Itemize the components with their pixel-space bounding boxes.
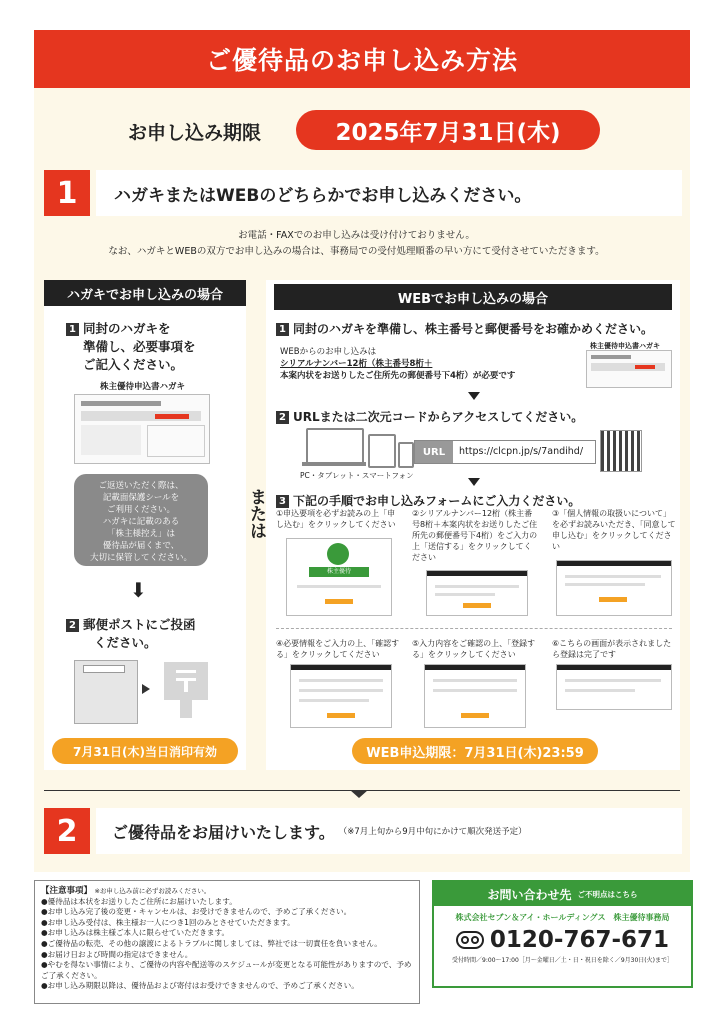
freedial-icon: [456, 931, 484, 949]
web-step1-detail: WEBからのお申し込みは シリアルナンバー12桁（株主番号8桁＋ 本案内状をお送りしたご住所先の郵便番号下4桁）が必要です: [280, 347, 516, 381]
contact-phone[interactable]: 0120-767-671: [489, 927, 670, 953]
deadline-date: 2025年7月31日(木): [296, 110, 600, 150]
down-arrow-small-icon: [468, 392, 480, 400]
down-arrow-icon: ⬇: [130, 578, 147, 602]
contact-org: 株式会社セブン＆アイ・ホールディングス 株主優待事務局: [455, 913, 670, 922]
section1-number: 1: [44, 170, 90, 216]
screen-mock-3: [556, 560, 672, 616]
substep-6: ⑥こちらの画面が表示されましたら登録は完了です: [552, 639, 672, 659]
web-card-label: 株主優待申込書ハガキ: [590, 342, 660, 350]
section2-box: [96, 808, 682, 854]
notes-box: [34, 880, 420, 1004]
devices-icon: [306, 428, 412, 468]
notes-subtitle: ※お申し込み前に必ずお読みください。: [94, 887, 211, 895]
divider-notch: [350, 790, 368, 798]
brand-logo: [327, 543, 349, 565]
note-item: ●お申し込み受付は、株主様お一人につき1回のみとさせていただきます。: [41, 917, 295, 927]
substep-5: ⑤入力内容をご確認の上、「登録する」をクリックしてください: [412, 639, 536, 659]
note-item: ●お届け日および時間の指定はできません。: [41, 949, 193, 959]
note-item: ●お申し込み完了後の変更・キャンセルは、お受けできませんので、予めご了承ください。: [41, 907, 352, 917]
notes-title: 【注意事項】: [41, 886, 93, 896]
note-item: ●やむを得ない事情により、ご優待の内容や配送等のスケジュールが変更となる可能性がありますので、予めご了承ください。: [41, 960, 412, 980]
postcard-panel-header: ハガキでお申し込みの場合: [44, 280, 246, 306]
postcard-info-bubble: ご返送いただく際は、 記載面保護シールを ご利用ください。 ハガキに記載のある 「株主様控え」は 優待品が届くまで、 大切に保管してください。: [74, 474, 208, 566]
postcard-step2: 2 郵便ポストにご投函 ください。: [66, 616, 196, 652]
substep-3: ③「個人情報の取扱いについて」を必ずお読みいただき、「同意して申し込む」をクリックしてください: [552, 509, 676, 551]
postcard-card-label: 株主優待申込書ハガキ: [100, 382, 186, 392]
web-step3: 3 下記の手順でお申し込みフォームにご入力ください。: [276, 492, 580, 510]
step-number: 2: [66, 619, 79, 632]
screen-mock-1: [286, 538, 392, 616]
contact-hours: 受付時間／9:00〜17:00［月〜金曜日／土・日・祝日を除く／9月30日(火)まで］: [452, 957, 673, 964]
postcard-image: [74, 394, 210, 464]
postcard-deadline: 7月31日(木)当日消印有効: [52, 738, 238, 764]
down-arrow-small-icon: [468, 478, 480, 486]
brand-band: 株主優待: [309, 567, 369, 577]
contact-box: [432, 880, 693, 988]
substep-1: ①申込要項を必ずお読みの上「申し込む」をクリックしてください: [276, 509, 396, 529]
section1-notes: [0, 228, 713, 260]
mailbox-icon: [164, 662, 208, 718]
section1-heading: ハガキまたはWEBのどちらかでお申し込みください。: [96, 170, 682, 216]
note-line: お電話・FAXでのお申し込みは受け付けておりません。: [238, 230, 475, 241]
web-panel-header: WEBでお申し込みの場合: [274, 284, 672, 310]
url-box[interactable]: [414, 440, 596, 464]
url-label: URL: [415, 441, 453, 463]
web-card-image: [586, 350, 672, 388]
contact-header: [434, 882, 691, 906]
section2-number: 2: [44, 808, 90, 854]
divider-dashed: [276, 628, 672, 629]
screen-mock-4: [290, 664, 392, 728]
step-number: 2: [276, 411, 289, 424]
url-text[interactable]: https://clcpn.jp/s/7andihd/: [459, 446, 584, 457]
step-number: 1: [66, 323, 79, 336]
page-title: ご優待品のお申し込み方法: [34, 30, 690, 88]
section2-note: （※7月上旬から9月中旬にかけて順次発送予定）: [338, 827, 527, 837]
qr-code-icon[interactable]: [600, 430, 642, 472]
arrow-right-icon: [142, 684, 150, 694]
web-step2: 2 URLまたは二次元コードからアクセスしてください。: [276, 408, 583, 426]
screen-mock-5: [424, 664, 526, 728]
screen-mock-6: [556, 664, 672, 710]
note-item: ●お申し込み期限以降は、優待品および寄付はお受けできませんので、予めご了承ください。: [41, 981, 359, 991]
phone-row: [434, 927, 691, 953]
postcard-drawing: [74, 660, 138, 724]
screen-mock-2: [426, 570, 528, 616]
substep-4: ④必要情報をご入力の上、「確認する」をクリックしてください: [276, 639, 400, 659]
substep-2: ②シリアルナンバー12桁（株主番号8桁＋本案内状をお送りしたご住所先の郵便番号下4桁）をご入力の上「送信する」をクリックしてください: [412, 509, 538, 562]
section2-heading: ご優待品をお届けいたします。: [112, 822, 335, 842]
device-label: PC・タブレット・スマートフォン: [300, 471, 414, 480]
contact-title: お問い合わせ先: [487, 887, 572, 902]
note-item: ●お申し込みは株主様ご本人に限らせていただきます。: [41, 928, 230, 938]
contact-subtitle: ご不明点はこちら: [577, 889, 638, 899]
step-number: 1: [276, 323, 289, 336]
or-label: または: [246, 488, 266, 539]
deadline-label: お申し込み期限: [128, 122, 262, 144]
note-item: ●ご優待品の転売、その他の譲渡によるトラブルに関しましては、弊社では一切責任を負いません。: [41, 938, 382, 948]
web-deadline: WEB申込期限：7月31日(木)23:59: [352, 738, 598, 764]
web-step1: 1 同封のハガキを準備し、株主番号と郵便番号をお確かめください。: [276, 320, 653, 338]
step-number: 3: [276, 495, 289, 508]
note-line: なお、ハガキとWEBの双方でお申し込みの場合は、事務局での受付処理順番の早い方にて受付させていただきます。: [108, 246, 605, 257]
deadline-row: [0, 108, 713, 152]
postcard-step1: 1 同封のハガキを 準備し、必要事項を ご記入ください。: [66, 320, 196, 374]
note-item: ●優待品は本状をお送りしたご住所にお届けいたします。: [41, 896, 237, 906]
